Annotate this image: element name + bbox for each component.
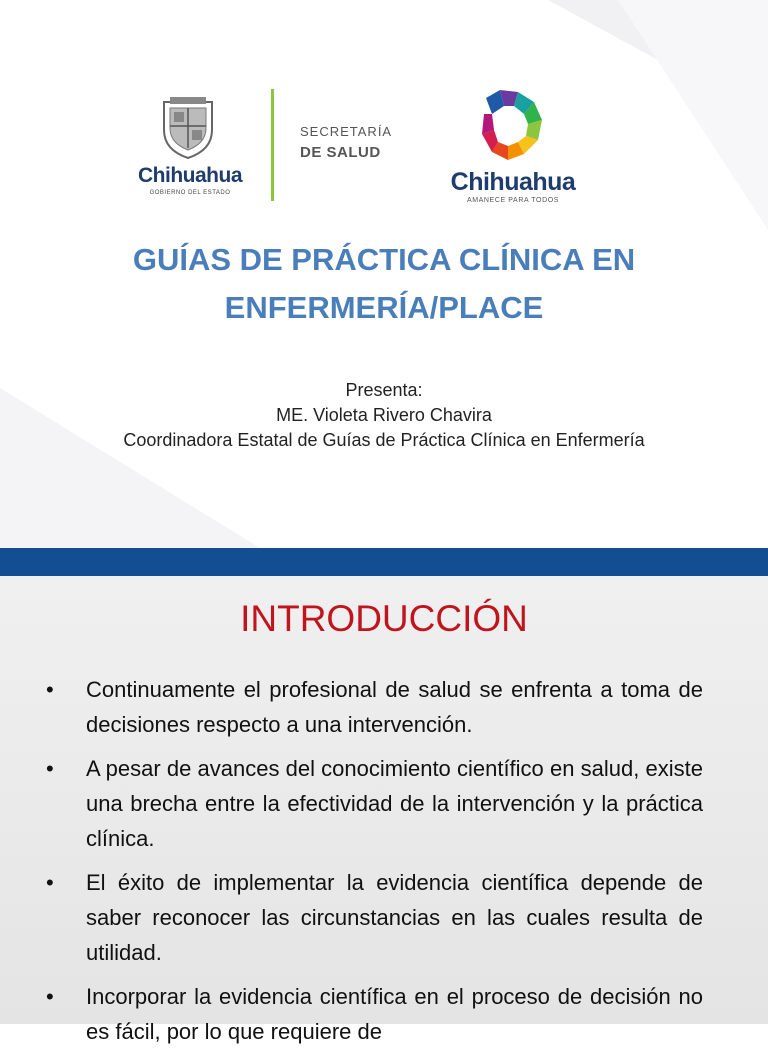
bullet-icon: • (46, 870, 54, 895)
state-map-icon (478, 88, 548, 168)
bullet-text: Continuamente el profesional de salud se enfrenta a toma de decisiones respecto a una intervención. (86, 677, 703, 737)
background-shape (618, 0, 768, 230)
bullet-list (46, 672, 703, 1058)
list-item (46, 751, 703, 856)
presenter-label: Presenta: (345, 380, 423, 400)
presenter-name: ME. Violeta Rivero Chavira (276, 405, 492, 425)
gobierno-subtitle: GOBIERNO DEL ESTADO (149, 190, 231, 196)
list-item (46, 865, 703, 970)
bullet-icon: • (46, 677, 54, 702)
coat-of-arms-icon (158, 96, 218, 160)
logo-divider (271, 89, 274, 201)
slide-title (40, 236, 728, 332)
introduction-slide (0, 576, 768, 1044)
bullet-text: El éxito de implementar la evidencia científica depende de saber reconocer las circunstancias en las cuales resulta de utilidad. (86, 870, 703, 965)
gobierno-estado-logo (128, 96, 248, 206)
bullet-text: Incorporar la evidencia científica en el proceso de decisión no es fácil, por lo que requiere de (86, 984, 703, 1044)
list-item (46, 672, 703, 742)
chihuahua-wordmark: Chihuahua (138, 164, 242, 187)
presenter-role: Coordinadora Estatal de Guías de Práctica Clínica en Enfermería (123, 430, 645, 450)
slide-title-line: GUÍAS DE PRÁCTICA CLÍNICA EN (132, 242, 636, 277)
de-salud-label: DE SALUD (300, 144, 381, 161)
secretaria-label: SECRETARÍA (300, 124, 393, 139)
chihuahua-wordmark: Chihuahua (450, 168, 576, 196)
slide-title-line: ENFERMERÍA/PLACE (224, 290, 544, 325)
bullet-icon: • (46, 756, 54, 781)
slide-separator-band (0, 548, 768, 576)
chihuahua-state-logo (438, 88, 588, 208)
list-item (46, 979, 703, 1049)
presenter-block (20, 378, 748, 453)
amanece-subtitle: AMANECE PARA TODOS (466, 197, 560, 204)
bullet-icon: • (46, 984, 54, 1009)
bullet-text: A pesar de avances del conocimiento científico en salud, existe una brecha entre la efectividad de la intervención y la práctica clínica. (86, 756, 703, 851)
introduction-heading: INTRODUCCIÓN (240, 598, 528, 639)
